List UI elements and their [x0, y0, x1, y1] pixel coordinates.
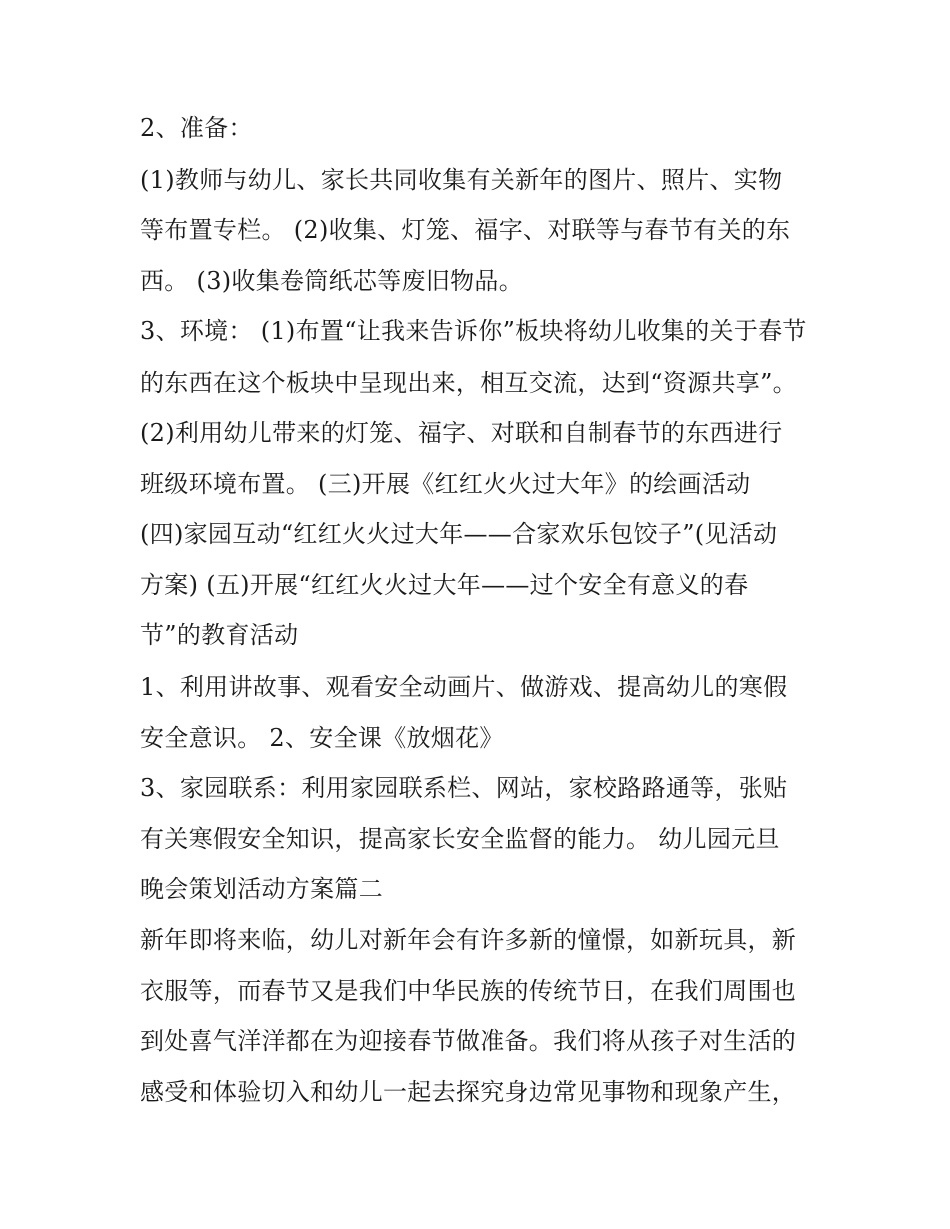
text-line: 安全意识。 2、安全课《放烟花》 — [140, 724, 504, 752]
text-line: 有关寒假安全知识，提高家长安全监督的能力。 幼儿园元旦 — [140, 825, 780, 853]
text-line: 的东西在这个板块中呈现出来，相互交流，达到“资源共享”。 — [140, 369, 797, 397]
text-line: 3、环境： (1)布置“让我来告诉你”板块将幼儿收集的关于春节 — [140, 317, 807, 345]
text-line: 班级环境布置。 (三)开展《红红火火过大年》的绘画活动 — [140, 470, 751, 498]
text-line: (1)教师与幼儿、家长共同收集有关新年的图片、照片、实物 — [140, 166, 783, 194]
text-line: 3、家园联系：利用家园联系栏、网站，家校路路通等，张贴 — [140, 774, 788, 802]
text-line: 到处喜气洋洋都在为迎接春节做准备。我们将从孩子对生活的 — [140, 1027, 797, 1055]
text-line: (2)利用幼儿带来的灯笼、福字、对联和自制春节的东西进行 — [140, 419, 783, 447]
text-line: 西。 (3)收集卷筒纸芯等废旧物品。 — [140, 267, 524, 295]
text-line: 节”的教育活动 — [140, 621, 299, 649]
text-line: (四)家园互动“红红火火过大年——合家欢乐包饺子”(见活动 — [140, 520, 778, 548]
text-line: 2、准备： — [140, 114, 253, 142]
text-line: 1、利用讲故事、观看安全动画片、做游戏、提高幼儿的寒假 — [140, 673, 788, 701]
text-line: 衣服等，而春节又是我们中华民族的传统节日，在我们周围也 — [140, 977, 797, 1005]
text-line: 感受和体验切入和幼儿一起去探究身边常见事物和现象产生， — [140, 1078, 797, 1106]
text-line: 晚会策划活动方案篇二 — [140, 875, 383, 903]
text-line: 方案) (五)开展“红红火火过大年——过个安全有意义的春 — [140, 571, 749, 599]
text-line: 等布置专栏。 (2)收集、灯笼、福字、对联等与春节有关的东 — [140, 216, 791, 244]
text-line: 新年即将来临，幼儿对新年会有许多新的憧憬，如新玩具，新 — [140, 926, 797, 954]
